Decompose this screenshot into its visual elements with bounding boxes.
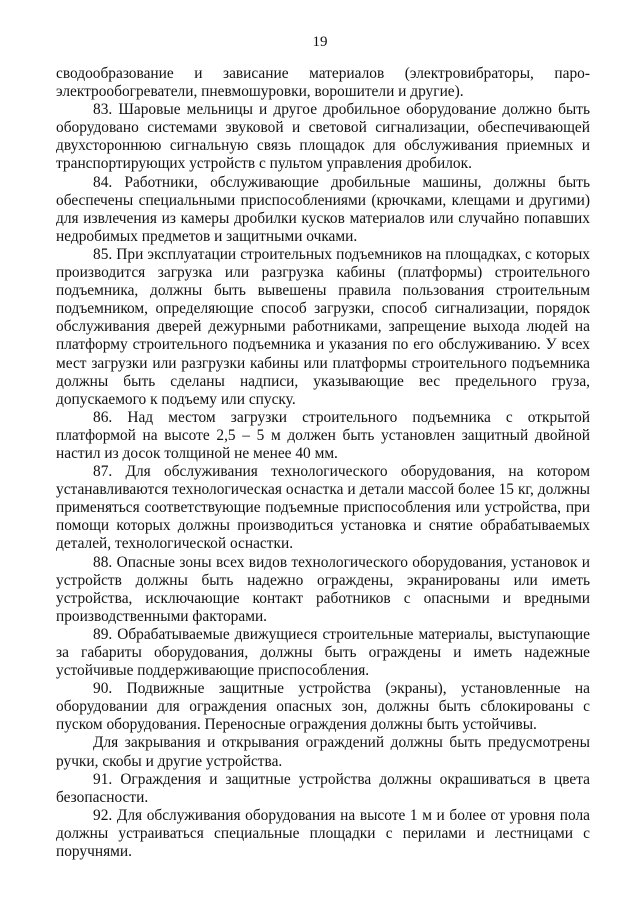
paragraph-89: 89. Обрабатываемые движущиеся строительные материалы, выступающие за габариты оборудования, должны быть ограждены и иметь надежные устойчивые поддерживающие приспособления. xyxy=(56,625,590,680)
page-number: 19 xyxy=(312,34,328,50)
paragraph-continuation: сводообразование и зависание материалов (электровибраторы, паро-электрообогреватели, пневмошуровки, ворошители и другие). xyxy=(56,65,590,101)
paragraph-90: 90. Подвижные защитные устройства (экраны), установленные на оборудовании для ограждения опасных зон, должны быть сблокированы с пуском оборудования. Переносные ограждения должны быть устойчивы. xyxy=(56,680,590,734)
paragraph-87: 87. Для обслуживания технологического оборудования, на котором устанавливаются технологическая оснастка и детали массой более 15 кг, должны применяться соответствующие подъемные приспособления или устройства, при помощи которых должны производиться установка и снятие обрабатываемых деталей, технологической оснастки. xyxy=(56,463,590,553)
paragraph-86: 86. Над местом загрузки строительного подъемника с открытой платформой на высоте 2,5 – 5 м должен быть установлен защитный двойной настил из досок толщиной не менее 40 мм. xyxy=(56,408,590,462)
paragraph-90-note: Для закрывания и открывания ограждений должны быть предусмотрены ручки, скобы и другие устройства. xyxy=(56,734,590,770)
paragraph-84: 84. Работники, обслуживающие дробильные машины, должны быть обеспечены специальными приспособлениями (крючками, клещами и другими) для извлечения из камеры дробилки кусков материалов или случайно попавших недробимых предметов и защитными очками. xyxy=(56,173,590,245)
paragraph-83: 83. Шаровые мельницы и другое дробильное оборудование должно быть оборудовано системами звуковой и световой сигнализации, обеспечивающей двухстороннюю сигнальную связь площадок для обслуживания приемных и транспортирующих устройств с пультом управления дробилок. xyxy=(56,101,590,173)
paragraph-92: 92. Для обслуживания оборудования на высоте 1 м и более от уровня пола должны устраиваться специальные площадки с перилами и лестницами с поручнями. xyxy=(56,806,590,861)
paragraph-85: 85. При эксплуатации строительных подъемников на площадках, с которых производится загрузка или разгрузка кабины (платформы) строительного подъемника, должны быть вывешены правила пользования строительным подъемником, определяющие способ загрузки, способ сигнализации, порядок обслуживания дверей дежурными работниками, запрещение выхода людей на платформу строительного подъемника и указания по его обслуживанию. У всех мест загрузки или разгрузки кабины или платформы строительного подъемника должны быть сделаны надписи, указывающие вес предельного груза, допускаемого к подъему или спуску. xyxy=(56,245,590,408)
paragraph-91: 91. Ограждения и защитные устройства должны окрашиваться в цвета безопасности. xyxy=(56,770,590,806)
document-body xyxy=(56,65,590,861)
paragraph-88: 88. Опасные зоны всех видов технологического оборудования, установок и устройств должны быть надежно ограждены, экранированы или иметь устройства, исключающие контакт работников с опасными и вредными производственными факторами. xyxy=(56,553,590,625)
